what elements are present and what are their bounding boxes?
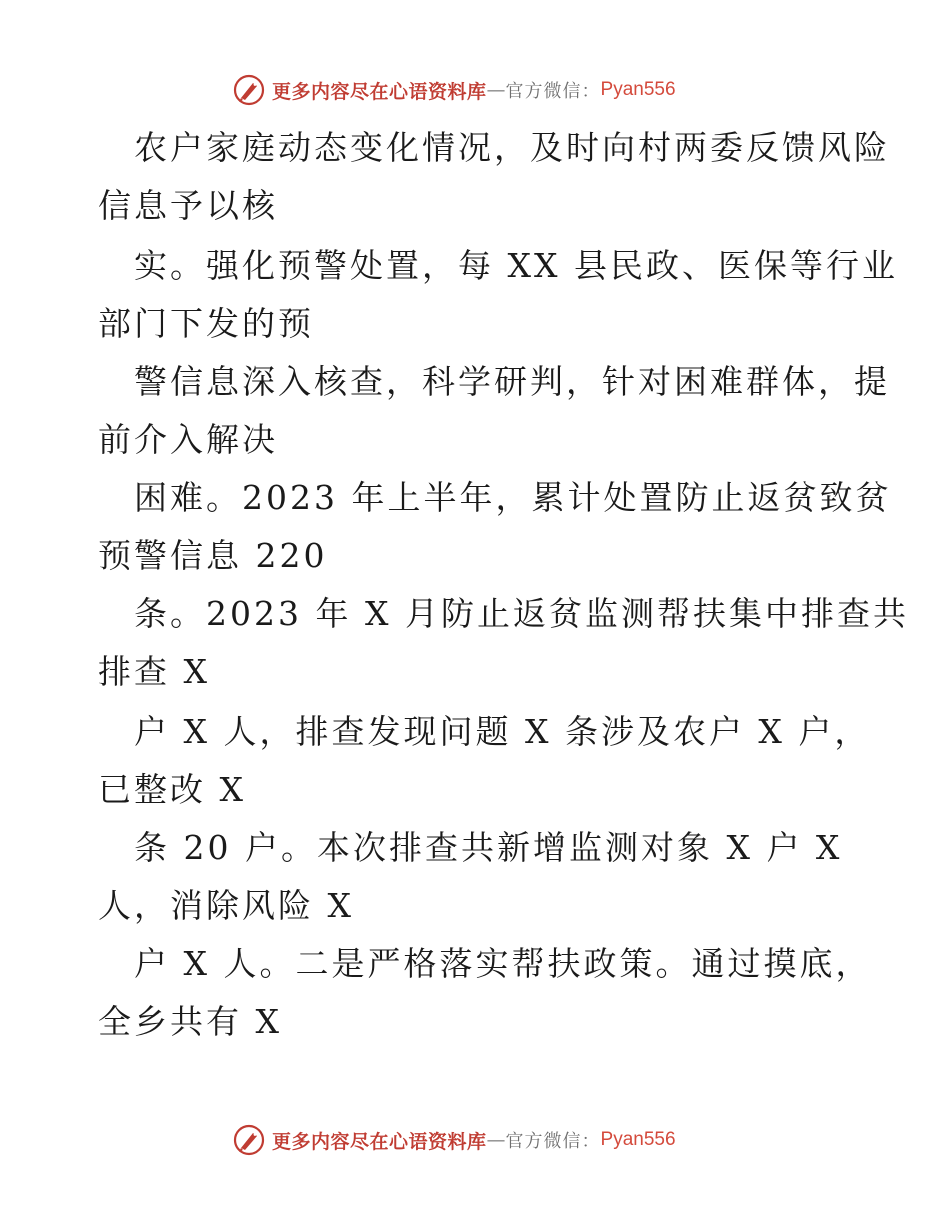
text-line: 人，消除风险 X <box>98 886 354 925</box>
text-line: 户 X 人，排查发现问题 X 条涉及农户 X 户， <box>134 712 871 751</box>
watermark-contact-id: Pyan556 <box>600 79 676 100</box>
watermark-separator: — <box>486 79 506 101</box>
text-line: 户 X 人。二是严格落实帮扶政策。通过摸底， <box>134 944 872 983</box>
text-line: 预警信息 220 <box>98 536 328 575</box>
text-line: 条 20 户。本次排查共新增监测对象 X 户 X <box>134 828 843 867</box>
watermark-contact-label: 官方微信： <box>505 1131 601 1152</box>
watermark-brand: 更多内容尽在心语资料库 <box>272 80 487 103</box>
text-line: 已整改 X <box>98 770 246 809</box>
text-line: 警信息深入核查，科学研判，针对困难群体，提 <box>134 362 890 401</box>
text-line: 信息予以核 <box>98 186 278 225</box>
text-line: 条。2023 年 X 月防止返贫监测帮扶集中排查共 <box>134 594 909 633</box>
header-watermark <box>232 72 676 108</box>
pen-nib-seal-icon <box>232 73 266 107</box>
pen-nib-seal-icon <box>232 1123 266 1157</box>
watermark-contact-label: 官方微信： <box>505 81 601 102</box>
watermark-brand: 更多内容尽在心语资料库 <box>272 1130 487 1153</box>
text-line: 部门下发的预 <box>98 304 314 343</box>
text-line: 实。强化预警处置，每 XX 县民政、医保等行业 <box>134 246 898 285</box>
watermark-separator: — <box>486 1129 506 1151</box>
watermark-contact-id: Pyan556 <box>600 1129 676 1150</box>
footer-watermark <box>232 1122 676 1158</box>
text-line: 前介入解决 <box>98 420 278 459</box>
text-line: 困难。2023 年上半年，累计处置防止返贫致贫 <box>134 478 892 517</box>
text-line: 农户家庭动态变化情况，及时向村两委反馈风险 <box>134 128 890 167</box>
text-line: 全乡共有 X <box>98 1002 282 1041</box>
text-line: 排查 X <box>98 652 210 691</box>
